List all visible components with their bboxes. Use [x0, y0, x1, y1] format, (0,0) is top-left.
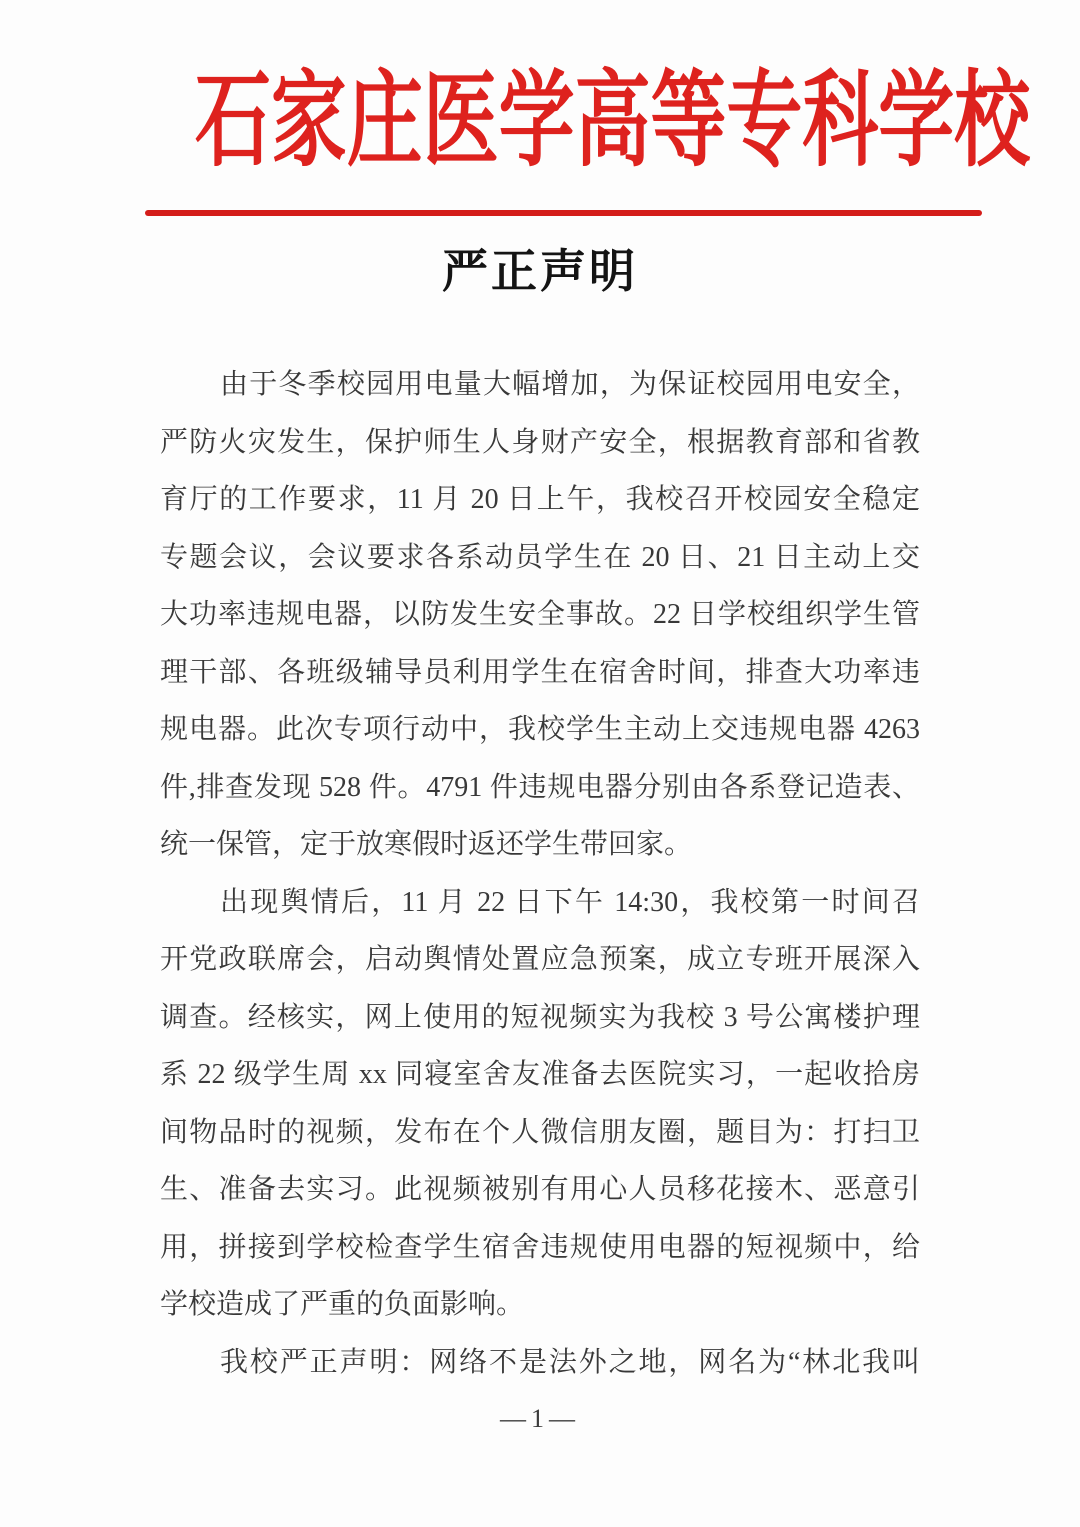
- body-line: 用，拼接到学校检查学生宿舍违规使用电器的短视频中，给: [160, 1231, 920, 1263]
- body-line: 生、准备去实习。此视频被别有用心人员移花接木、恶意引: [160, 1174, 920, 1205]
- body-line: 育厅的工作要求，11 月 20 日上午，我校召开校园安全稳定: [160, 484, 920, 515]
- page-number: —1—: [500, 1404, 580, 1433]
- body-line: 专题会议，会议要求各系动员学生在 20 日、21 日主动上交: [160, 541, 920, 573]
- body-line: 由于冬季校园用电量大幅增加，为保证校园用电安全，: [220, 369, 920, 400]
- body-line: 严防火灾发生，保护师生人身财产安全，根据教育部和省教: [160, 426, 920, 458]
- body-line: 理干部、各班级辅导员利用学生在宿舍时间，排查大功率违: [160, 656, 920, 688]
- body-line: 调查。经核实，网上使用的短视频实为我校 3 号公寓楼护理: [160, 1001, 920, 1033]
- body-line: 学校造成了严重的负面影响。: [160, 1289, 525, 1320]
- body-line: 统一保管，定于放寒假时返还学生带回家。: [160, 829, 693, 860]
- body-line: 规电器。此次专项行动中，我校学生主动上交违规电器 4263: [160, 714, 920, 745]
- body-line: 件,排查发现 528 件。4791 件违规电器分别由各系登记造表、: [160, 771, 920, 803]
- body-line: 我校严正声明：网络不是法外之地，网名为“林北我叫: [220, 1346, 920, 1378]
- letterhead-divider: [145, 210, 982, 216]
- body-line: 大功率违规电器，以防发生安全事故。22 日学校组织学生管: [160, 599, 920, 630]
- school-letterhead: 石家庄医学高等专科学校: [195, 64, 1031, 179]
- body-line: 间物品时的视频，发布在个人微信朋友圈，题目为：打扫卫: [160, 1116, 920, 1148]
- body-line: 系 22 级学生周 xx 同寝室舍友准备去医院实习，一起收拾房: [160, 1059, 920, 1090]
- statement-title: 严正声明: [442, 246, 638, 297]
- statement-body: [160, 356, 920, 1391]
- body-line: 出现舆情后，11 月 22 日下午 14:30，我校第一时间召: [220, 886, 920, 918]
- body-line: 开党政联席会，启动舆情处置应急预案，成立专班开展深入: [160, 944, 920, 975]
